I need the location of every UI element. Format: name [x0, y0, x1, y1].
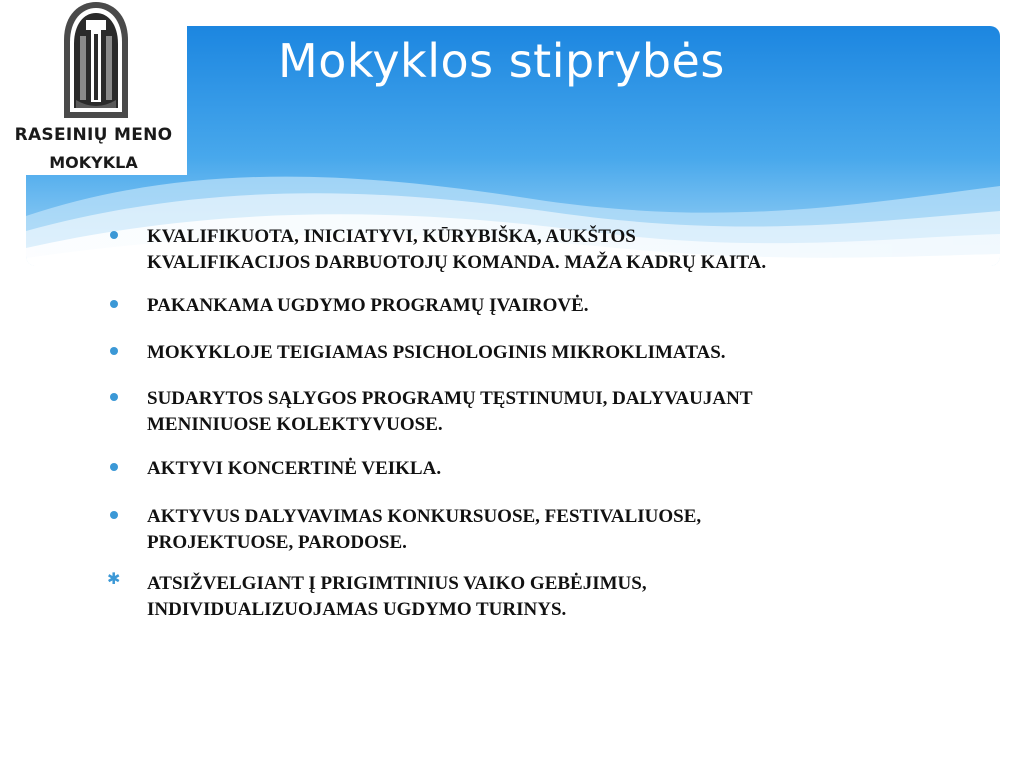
bullet-dot-icon	[110, 300, 118, 308]
list-item	[147, 340, 927, 366]
list-item	[147, 504, 927, 556]
slide-title: Mokyklos stiprybės	[278, 34, 725, 88]
list-item	[147, 224, 927, 276]
logo-text-line1: RASEINIŲ MENO	[14, 125, 173, 145]
list-item	[147, 293, 927, 319]
list-item	[147, 386, 927, 438]
bullet-dot-icon	[110, 393, 118, 401]
logo-text-line2: MOKYKLA	[49, 153, 138, 172]
list-item-text: SUDARYTOS SĄLYGOS PROGRAMŲ TĘSTINUMUI, DALYVAUJANT MENINIUOSE KOLEKTYVUOSE.	[147, 388, 753, 435]
list-item-text: ATSIŽVELGIANT Į PRIGIMTINIUS VAIKO GEBĖJIMUS, INDIVIDUALIZUOJAMAS UGDYMO TURINYS.	[147, 573, 647, 620]
list-item-text: KVALIFIKUOTA, INICIATYVI, KŪRYBIŠKA, AUKŠTOS KVALIFIKACIJOS DARBUOTOJŲ KOMANDA. MAŽA KADRŲ KAITA.	[147, 226, 767, 273]
list-item	[147, 456, 927, 482]
list-item-text: AKTYVUS DALYVAVIMAS KONKURSUOSE, FESTIVALIUOSE, PROJEKTUOSE, PARODOSE.	[147, 506, 702, 553]
bullet-dot-icon	[110, 511, 118, 519]
asterisk-bullet-icon: ✱	[107, 569, 121, 588]
list-item-text: AKTYVI KONCERTINĖ VEIKLA.	[147, 458, 442, 479]
list-item	[107, 569, 927, 623]
list-item-text: PAKANKAMA UGDYMO PROGRAMŲ ĮVAIROVĖ.	[147, 295, 589, 316]
list-item-text: MOKYKLOJE TEIGIAMAS PSICHOLOGINIS MIKROKLIMATAS.	[147, 342, 726, 363]
bullet-dot-icon	[110, 231, 118, 239]
bullet-dot-icon	[110, 347, 118, 355]
bullet-dot-icon	[110, 463, 118, 471]
